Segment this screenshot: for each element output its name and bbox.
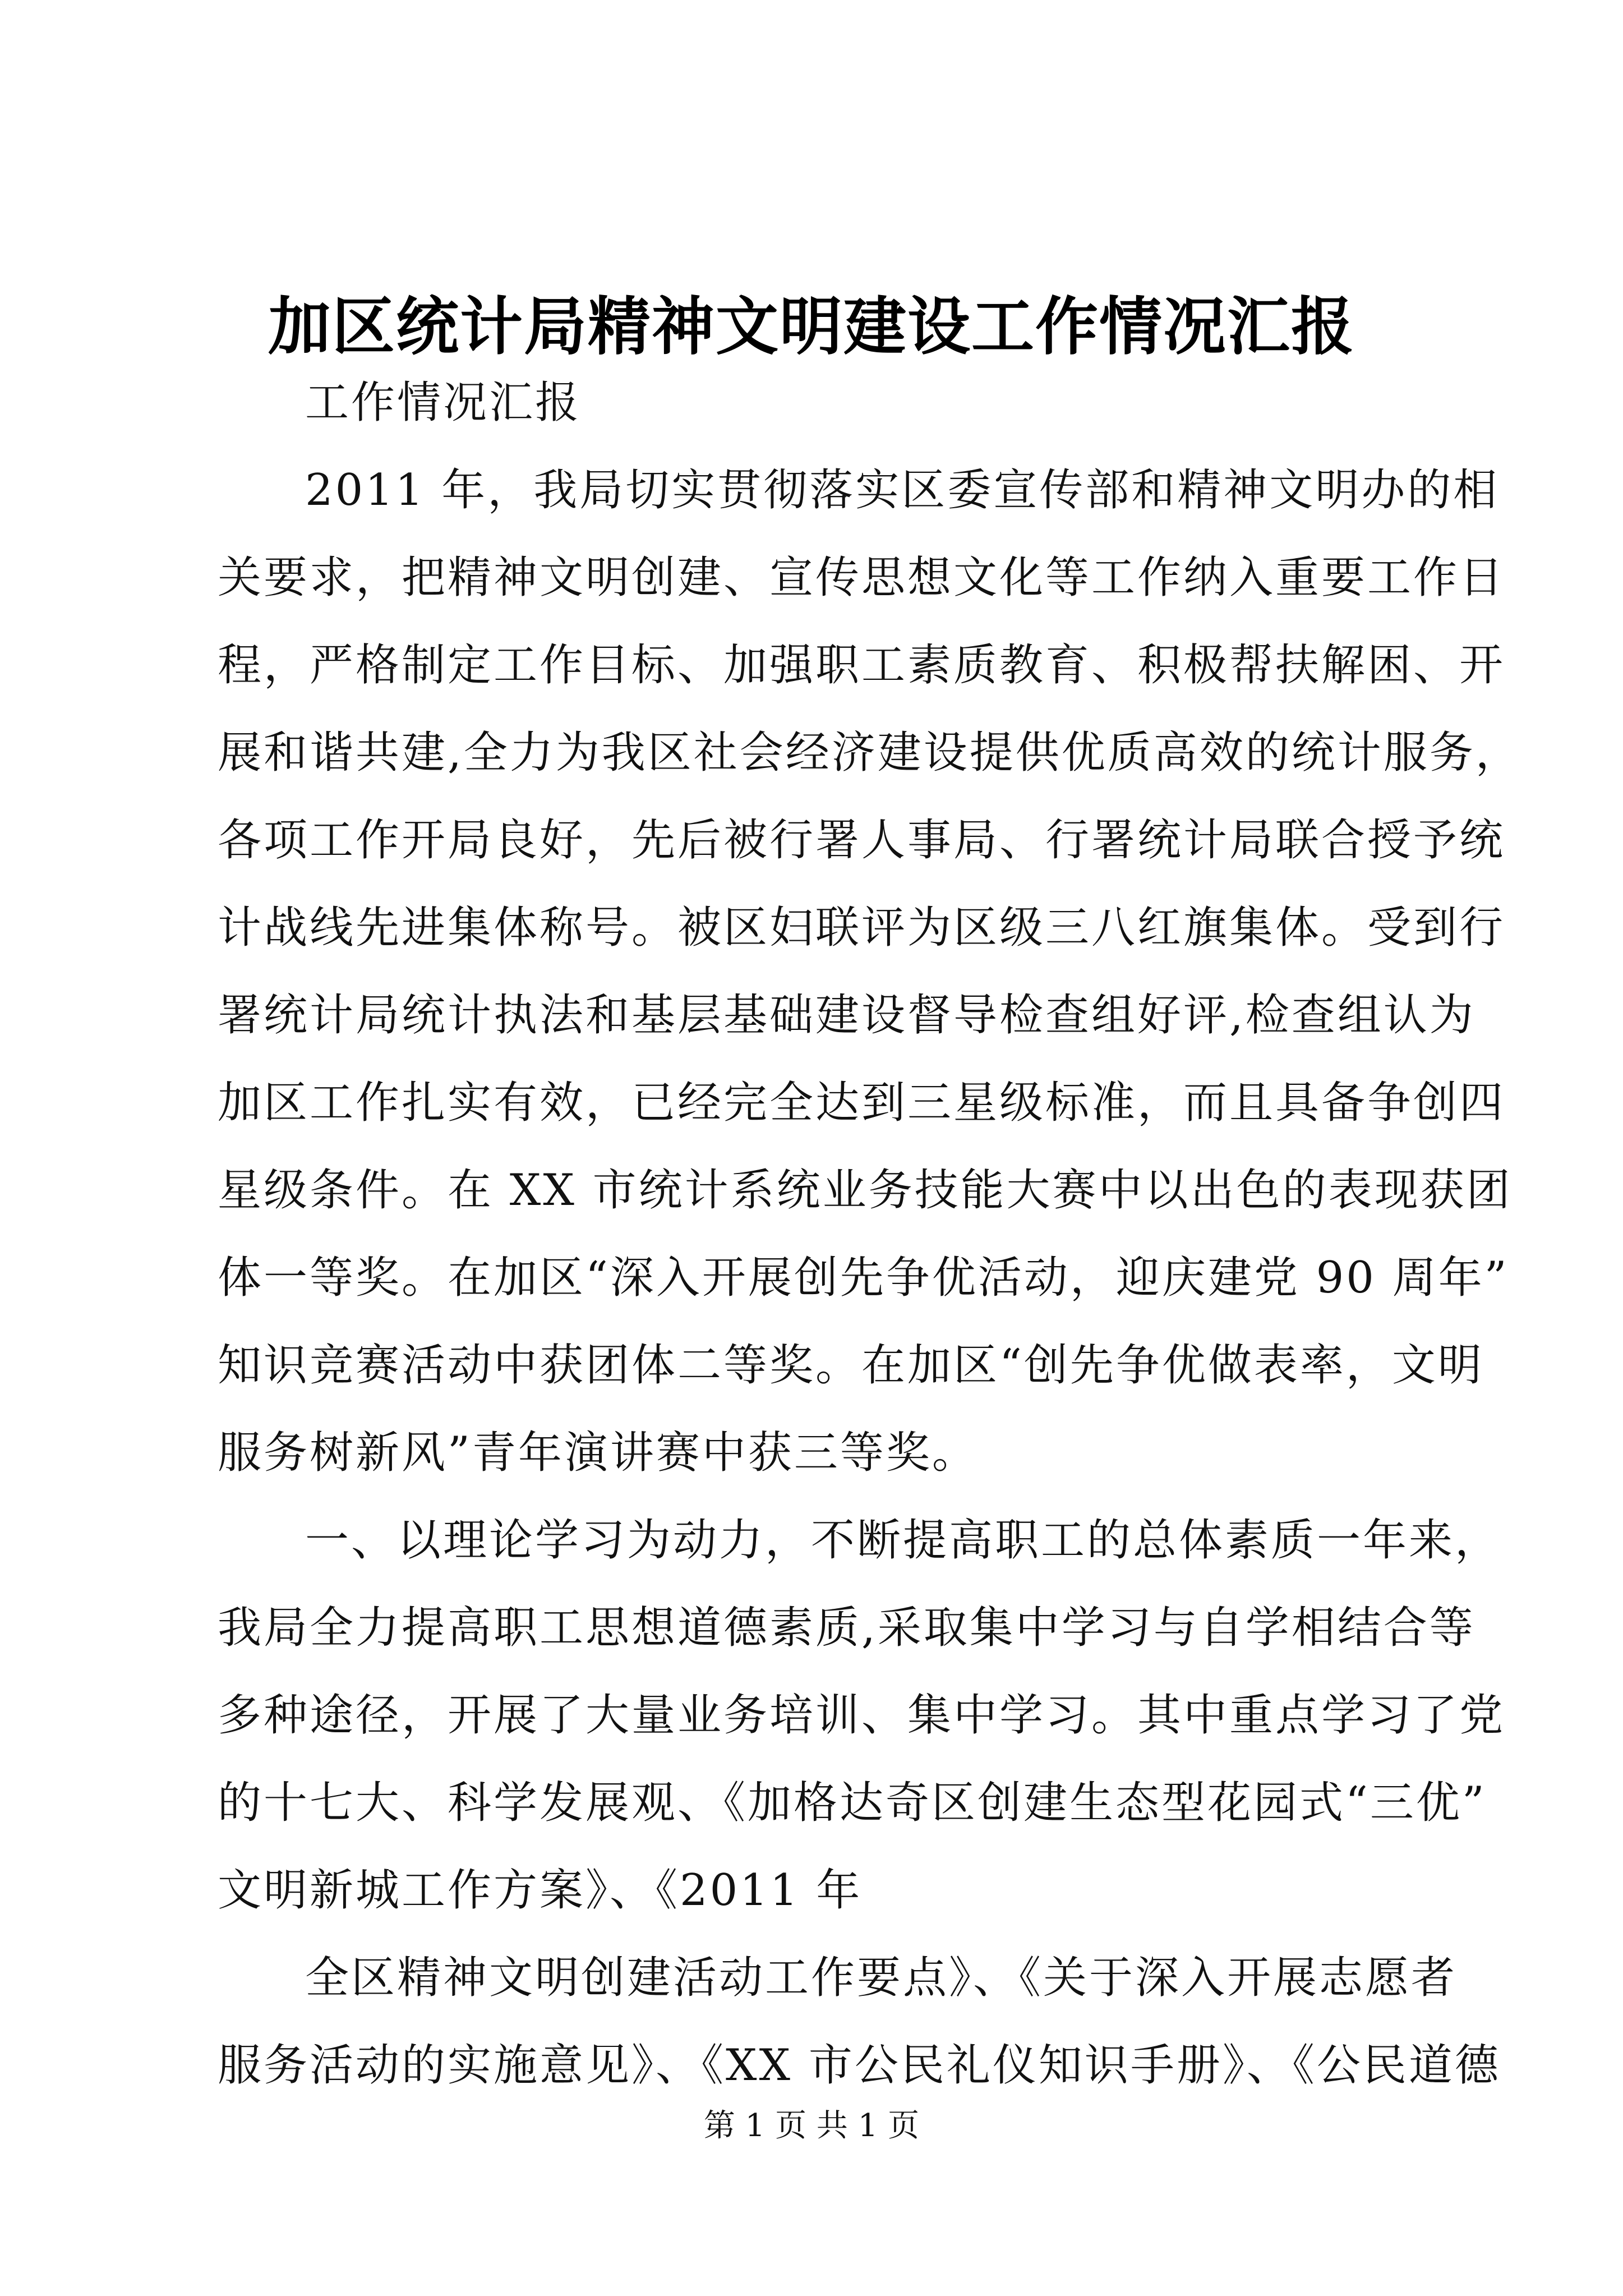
paragraph-line: 展和谐共建,全力为我区社会经济建设提供优质高效的统计服务， [218,728,1521,778]
paragraph-line: 2011 年，我局切实贯彻落实区委宣传部和精神文明办的相 [305,465,1500,516]
document-title: 加区统计局精神文明建设工作情况汇报 [268,290,1355,364]
paragraph-line: 计战线先进集体称号。被区妇联评为区级三八红旗集体。受到行 [218,903,1506,953]
subtitle-paragraph [218,359,1407,447]
page-footer: 第 1 页 共 1 页 [703,2108,920,2144]
paragraph-line: 服务树新风”青年演讲赛中获三等奖。 [218,1428,978,1478]
paragraph-line: 体一等奖。在加区“深入开展创先争优活动，迎庆建党 90 周年” [218,1253,1509,1303]
paragraph-line: 署统计局统计执法和基层基础建设督导检查组好评,检查组认为 [218,990,1476,1041]
paragraph-line: 各项工作开局良好，先后被行署人事局、行署统计局联合授予统 [218,815,1506,866]
paragraph-line: 我局全力提高职工思想道德素质,采取集中学习与自学相结合等 [218,1603,1476,1653]
paragraph-line: 一、以理论学习为动力，不断提高职工的总体素质一年来， [305,1515,1501,1566]
paragraph-line: 文明新城工作方案》、《2011 年 [218,1865,863,1916]
paragraph-1 [218,447,1521,1497]
paragraph-line: 知识竞赛活动中获团体二等奖。在加区“创先争优做表率，文明 [218,1340,1484,1391]
paragraph-line: 加区工作扎实有效，已经完全达到三星级标准，而且具备争创四 [218,1078,1506,1128]
paragraph-3 [218,1934,1501,2109]
paragraph-line: 全区精神文明创建活动工作要点》、《关于深入开展志愿者 [305,1953,1458,2003]
paragraph-line: 多种途径，开展了大量业务培训、集中学习。其中重点学习了党 [218,1690,1506,1741]
paragraph-line: 星级条件。在 XX 市统计系统业务技能大赛中以出色的表现获团 [218,1165,1513,1216]
paragraph-2 [218,1497,1506,1934]
paragraph-line: 的十七大、科学发展观、《加格达奇区创建生态型花园式“三优” [218,1778,1487,1828]
document-body [218,359,1521,2109]
paragraph-line: 服务活动的实施意见》、《XX 市公民礼仪知识手册》、《公民道德 [218,2040,1501,2091]
paragraph-line: 关要求，把精神文明创建、宣传思想文化等工作纳入重要工作日 [218,553,1506,603]
paragraph-line: 程，严格制定工作目标、加强职工素质教育、积极帮扶解困、开 [218,640,1506,691]
subtitle-line: 工作情况汇报 [305,378,582,428]
